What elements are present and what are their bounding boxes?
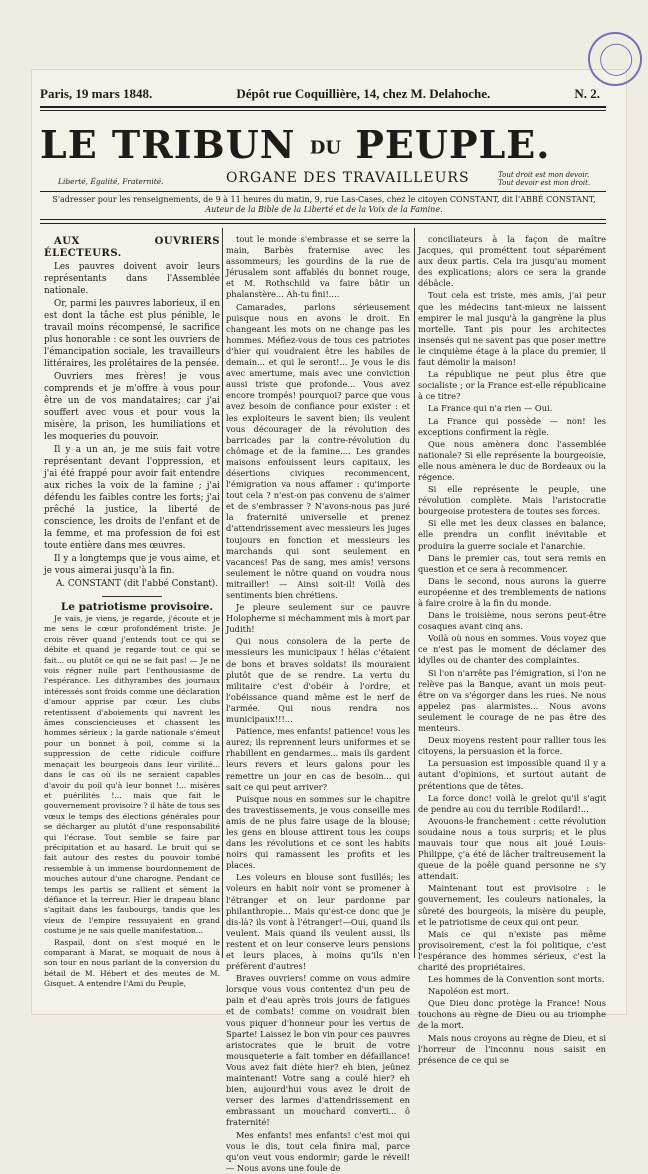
paragraph: Je pleure seulement sur ce pauvre Holopherne si méchamment mis à mort par Judith!: [226, 602, 410, 635]
column-divider-1: [222, 228, 223, 958]
paragraph: Deux moyens restent pour rallier tous les citoyens, la persuasion et la force.: [418, 735, 606, 757]
address-rule-bottom: [40, 219, 606, 220]
paragraph: Il y a longtemps que je vous aime, et je vous aimerai jusqu'à la fin.: [44, 554, 220, 576]
paragraph: Raspail, dont on s'est moqué en le comparant à Marat, se moquait de nous à son tour en nous parlant de la conversion du bétail de M. Hébert et des meutes de M. Gisquet. A entendre l'Ami du Peuple,: [44, 937, 220, 989]
motto-left: Liberté, Égalité, Fraternité.: [58, 177, 164, 186]
article-heading-patriotisme: Le patriotisme provisoire.: [60, 601, 214, 613]
separator-rule: [102, 596, 162, 597]
header-top-line: [40, 84, 600, 104]
paragraph: Avouons-le franchement : cette révolution soudaine nous a tous surpris; et le plus mauvais tour que nous ait joué Louis-Philippe, ç'a été de lâcher traîtreusement la queue de la poêle quand personne ne s'y attendait.: [418, 815, 606, 882]
paragraph: Mes enfants! mes enfants! c'est moi qui vous le dis, tout cela finira mal, parce qu'on veut vous endormir; garde le réveil! — Nous avons une foule de: [226, 1129, 410, 1173]
header-rule-top-thin: [40, 110, 606, 111]
column-3: [418, 234, 606, 1065]
paragraph: Les hommes de la Convention sont morts.: [428, 974, 605, 985]
paragraph: Patience, mes enfants! patience! vous les aurez; ils reprennent leurs uniformes et se rhabillent en gendarmes... mais ils gardent leurs revers et leurs galons pour les remettre un jour en cas de besoin... qui sait ce qui peut arriver?: [226, 726, 410, 792]
address-rule-top: [40, 191, 606, 192]
paragraph: Qui nous consolera de la perte de messieurs les municipaux ! hélas c'étaient de bons et braves soldats! ils mouraient plutôt que de se rendre. La vertu du militaire c'est d'obéir à l'ordre, et l'obéissance quand même est le nerf de l'armée. Qui nous rendra nos municipaux!!!...: [226, 636, 410, 725]
paragraph: Dans le second, nous aurons la guerre européenne et des tremblements de nations à faire croire à la fin du monde.: [418, 575, 606, 608]
paragraph: La persuasion est impossible quand il y a autant d'opinions, et surtout autant de prétentions que de têtes.: [418, 758, 606, 791]
header-rule-top: [40, 106, 606, 108]
paragraph: tout le monde s'embrasse et se serre la main, Barbès fraternise avec les assommeurs; les gourdins de la rue de Jérusalem sont affablés du bonnet rouge, et M. Rothschild va faire bâtir un phalanstère... Ah-tu fini!....: [226, 234, 410, 300]
paragraph: Si l'on n'arrête pas l'émigration, si l'on ne relève pas la Banque, avant un mois peut-être on va s'égorger dans les rues. Ne nous appelez pas alarmistes... Nous avons seulement le courage de ne pas être des menteurs.: [418, 667, 606, 734]
paragraph: Voilà où nous en sommes. Vous voyez que ce n'est pas le moment de déclamer des idylles ou de chanter des complaintes.: [418, 633, 606, 666]
paragraph: Mais nous croyons au règne de Dieu, et si l'horreur de l'inconnu nous saisit en présence de ce qui se: [418, 1032, 606, 1065]
paragraph: Braves ouvriers! comme on vous admire lorsque vous vous contentez d'un peu de pain et d'eau après trois jours de fatigues et de combats! comme on voudrait bien vous piquer d'honneur pour les vertus de Sparte! Laissez le bon vin pour ces pauvres aristocrates que le bruit de votre mousqueterie a fait tomber en défaillance! Vous avez fait diète hier? eh bien, jeûnez maintenant! Votre sang a coulé hier? eh bien, aujourd'hui vous avez le droit de verser des larmes d'attendrissement en embrassant un mouchard converti... ô fraternité!: [226, 973, 410, 1128]
signature: A. CONSTANT (dit l'abbé Constant).: [55, 579, 219, 589]
address-rule-bottom-2: [40, 223, 606, 224]
paragraph: Si elle représente le peuple, une révolution complète. Mais l'aristocratie bourgeoise protestera de toutes ses forces.: [418, 484, 606, 517]
paragraph: Camarades, parlons sérieusement puisque nous en avons le droit. En changeant les mots on ne change pas les hommes. Méfiez-vous de tous ces patriotes d'hier qui voudraient être les habiles de demain... et qui le seront!... Je vous le dis avec amertume, mais avec une conviction aussi triste que profonde... Vous avez encore trompés! pourquoi? parce que vous avez besoin de confiance pour exister : et les exploiteurs le savent bien; ils veulent vous décourager de la révolution des barricades par la contre-révolution du chômage et de la famine.... Les grandes maisons enfouissent leurs capitaux, les désertions civiques recommencent, l'émigration va nous affamer : qu'importe tout cela ? n'est-on pas convenu de s'aimer et de s'embrasser ? N'avons-nous pas juré la fraternité universelle et prenez d'attendrissement avec messieurs les juges toujours en fonction et messieurs les marchands qui sont seulement en vacances! Pas de sang, mes amis! versons seulement le nôtre quand on voudra nous mitrailler! — Ainsi soit-il! Voilà des sentiments bien chrétiens.: [226, 301, 410, 600]
paragraph: Dans le troisième, nous serons peut-être cosaques avant cinq ans.: [418, 610, 606, 632]
paragraph: Puisque nous en sommes sur le chapitre des travestissements, je vous conseille mes amis de ne plus faire usage de la blouse; les gens en blouse attirent tous les coups dans les révolutions et ce sont les habits noirs qui ramassent les profits et les places.: [226, 793, 410, 871]
column-1: [44, 236, 220, 989]
paragraph: Or, parmi les pauvres laborieux, il en est dont la tâche est plus pénible, le travail moins récompensé, le sacrifice plus honorable : ce sont les ouvriers de l'émancipation sociale, les travailleurs littéraires, les prolétaires de la pensée.: [44, 299, 220, 369]
paragraph: Napoléon est mort.: [428, 986, 509, 997]
paragraph: Maintenant tout est provisoire : le gouvernement, les couleurs nationales, la sûreté des bourgeois, la misère du peuple, et le patriotisme de ceux qui ont peur.: [418, 883, 606, 927]
paragraph: Tout cela est triste, mes amis, j'ai peur que les médecins tant-mieux ne laissent empirer le mal jusqu'à la gangrène la plus mortelle. Tant pis pour les architectes insensés qui ne savent pas que poser mettre le cinquième étage à la place du premier, il faut démolir la maison!: [418, 290, 606, 368]
issue-date: Paris, 19 mars 1848.: [40, 86, 153, 101]
paragraph: Que Dieu donc protège la France! Nous touchons au règne de Dieu ou au triomphe de la mort.: [418, 998, 606, 1031]
paragraph: La république ne peut plus être que socialiste ; or la France est-elle républicaine à ce titre?: [418, 369, 606, 402]
paragraph: Je vais, je viens, je regarde, j'écoute et je me sens le cœur profondément triste. Je crois rêver quand j'entends tout ce qui se débite et quand je regarde tout ce qui se fait... ou plutôt ce qui ne se fait pas! — Je ne vois régner nulle part l'enthousiasme de l'espérance. Les dithyrambes des journaux intéressés sont froids comme une déclaration d'amour apprise par cœur. Les clubs retentissent d'aboiements qui navrent les âmes consciencieuses et chassent les hommes sérieux ; la garde nationale s'émeut pour un bonnet à poil, comme si la suppression de cette ridicule coiffure menaçait les bourgeois dans leur virilité... dans le cas où ils ne seraient capables d'avoir du poil qu'à leur bonnet !... misères et puérilités !... mais que fait le gouvernement provisoire ? il hâte de tous ses vœux le temps des élections générales pour se décharger au plutôt d'une responsabilité qui l'écrase. Tout semble se faire par précipitation et au hasard. Le bruit qui se fait autour des restes du pouvoir tombé ressemble à un immense bourdonnement de mouches autour d'une charogne. Pendant ce temps les partis se rallient et sèment la défiance et la terreur. Hier le drapeau blanc s'agitait dans les faubourgs, tandis que les vieux de l'empire ressuyaient en grand costume je ne sais quelle manifestation...: [44, 614, 220, 936]
paragraph: La France qui n'a rien — Oui.: [428, 403, 553, 414]
article-heading-electeurs: AUX OUVRIERS ÉLECTEURS.: [44, 236, 220, 259]
paragraph: La force donc! voilà le grelot qu'il s'agit de pendre au cou du terrible Rodilard!...: [418, 792, 606, 814]
paragraph: Ouvriers mes frères! je vous comprends et je m'offre à vous pour être un de vos mandataires; car j'ai souffert avec vous et pour vous la misère, la prison, les humiliations et les moqueries du pouvoir.: [44, 372, 220, 442]
paragraph: conciliateurs à la façon de maître Jacques, qui prométtent tout séparément aux deux partis. Cela ira jusqu'au moment des explications; alors ce sera la grande débâcle.: [418, 234, 606, 289]
depot-address: Dépôt rue Coquillière, 14, chez M. Delahoche.: [236, 86, 491, 101]
paragraph: Si elle met les deux classes en balance, elle prendra un conflit inévitable et produira la guerre sociale et l'anarchie.: [418, 518, 606, 551]
paragraph: La France qui possède — non! les exceptions confirment la règle.: [418, 415, 606, 437]
paragraph: Il y a un an, je me suis fait votre représentant devant l'oppression, et j'ai été frappé pour avoir fait entendre aux riches la voix de la famine ; j'ai défendu les faibles contre les forts; j'ai prêché la justice, la liberté de conscience, les droits de l'enfant et de la femme, et ma profession de foi est toute entière dans mes œuvres.: [44, 445, 220, 551]
paragraph: Les pauvres doivent avoir leurs représentants dans l'Assemblée nationale.: [44, 262, 220, 296]
issue-number: N. 2.: [574, 86, 600, 101]
paragraph: Les voleurs en blouse sont fusillés; les voleurs en habit noir vont se promener à l'étranger et on leur pardonne par philanthropie... Mais qu'est-ce donc que je dis-là? ils vont à l'étranger!—Oui, quand ils veulent. Mais quand ils veulent aussi, ils restent et on leur conserve leurs pensions et leurs places, à moins qu'ils n'en préfèrent d'autres!: [226, 872, 410, 972]
paragraph: Mais ce qui n'existe pas même provisoirement, c'est la foi politique, c'est l'espérance des hommes sérieux, c'est la charité des propriétaires.: [418, 928, 606, 972]
column-2: [226, 234, 410, 1173]
subtitle: ORGANE DES TRAVAILLEURS: [226, 170, 470, 186]
paragraph: Dans le premier cas, tout sera remis en question et ce sera à recommencer.: [418, 552, 606, 574]
motto-right: Tout droit est mon devoir. Tout devoir est mon droit.: [498, 171, 591, 187]
masthead-title: LE TRIBUN DU PEUPLE.: [40, 122, 551, 167]
address-block: S'adresser pour les renseignements, de 9 à 11 heures du matin, 9, rue Las-Cases, chez le citoyen CONSTANT, dit l'ABBÉ CONSTANT, Auteur de la Bible de la Liberté et de la Voix de la Famine.: [52, 195, 596, 214]
paragraph: Que nous amènera donc l'assemblée nationale? Si elle représente la bourgeoisie, elle nous amènera le duc de Bordeaux ou la régence.: [418, 438, 606, 482]
column-divider-2: [414, 228, 415, 958]
